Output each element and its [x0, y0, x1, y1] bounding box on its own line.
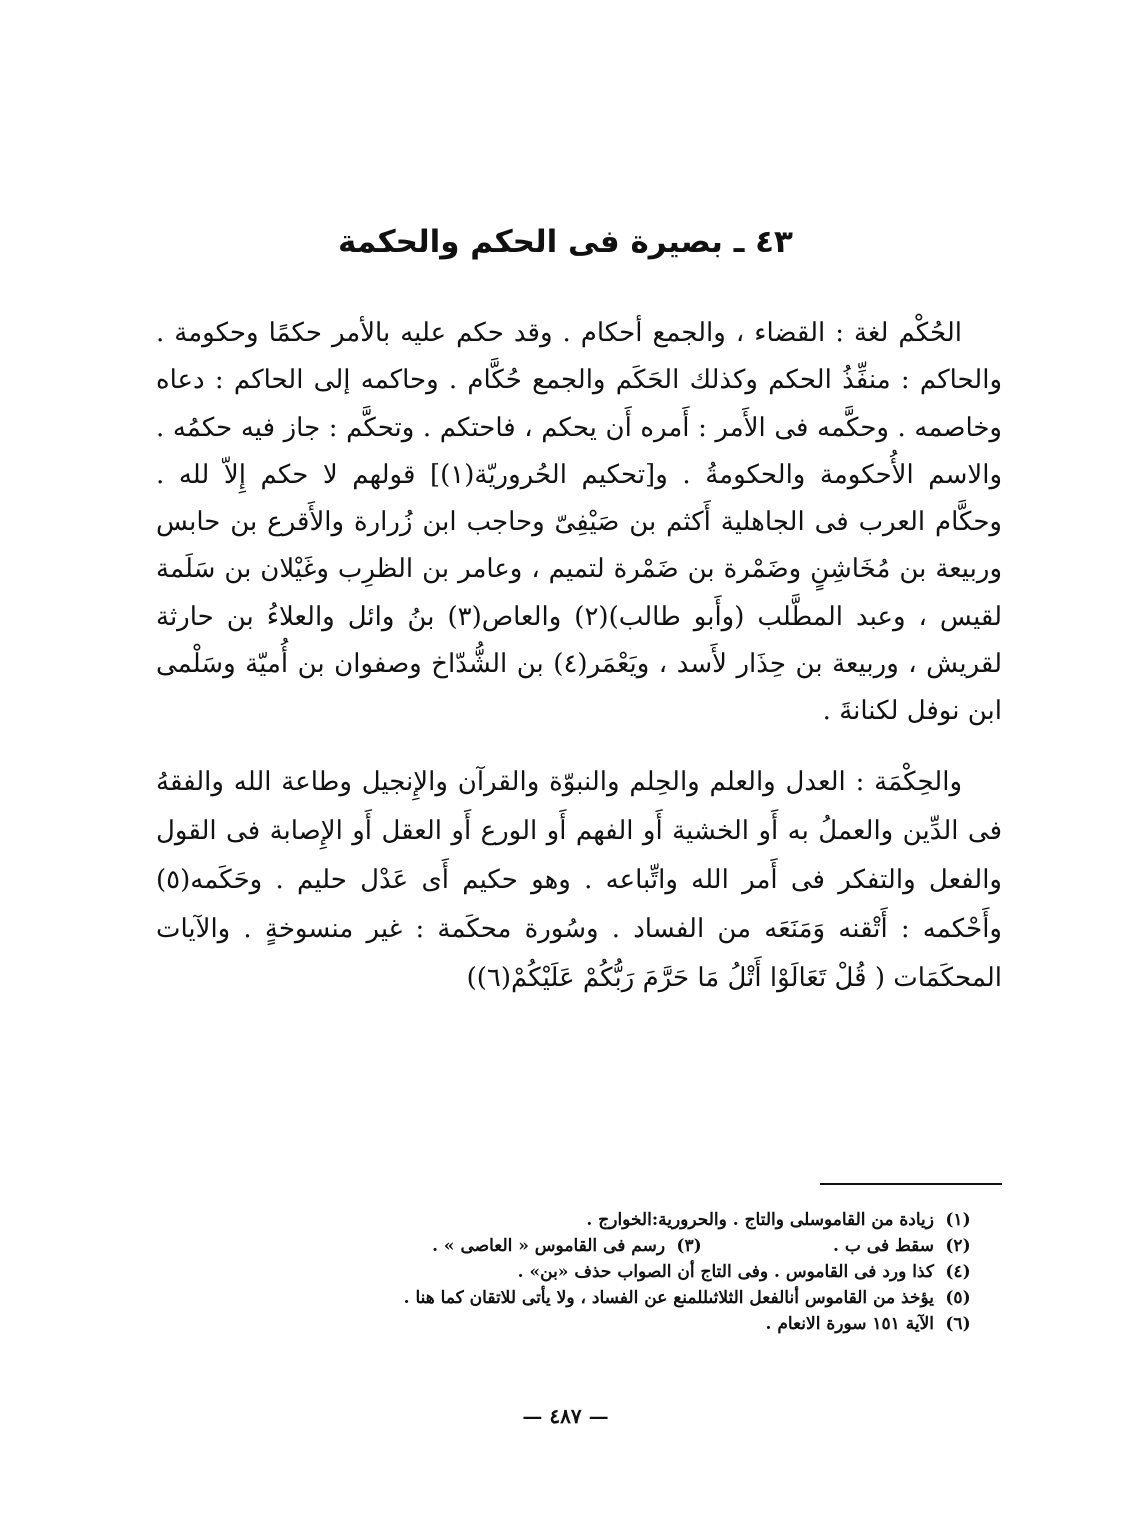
footnote-text: الآية ١٥١ سورة الانعام . [765, 1314, 934, 1334]
footnotes [156, 1207, 982, 1337]
footnote-number: (٢) [945, 1236, 971, 1256]
footnote-text: زيادة من القاموسلى والتاج . والحرورية:الخوارج . [586, 1210, 934, 1230]
footnote-number: (٥) [945, 1288, 971, 1308]
footnote-number: (٦) [945, 1314, 971, 1334]
section-heading: ٤٣ ـ بصيرة فى الحكم والحكمة [338, 224, 793, 260]
footnote-number: (١) [945, 1210, 971, 1230]
footnote-text: رسم فى القاموس « العاصى » . [432, 1236, 666, 1256]
page-number: — ٤٨٧ — [522, 1404, 609, 1428]
main-text [156, 310, 1002, 1003]
footnote-number: (٣) [676, 1236, 702, 1256]
footnote-text: يؤخذ من القاموس أنالفعل الثلاثىللمنع عن الفساد ، ولا يأتى للاتقان كما هنا . [403, 1288, 934, 1308]
footnote-2-3 [156, 1233, 982, 1259]
footnote-5 [156, 1285, 982, 1311]
footnote-1 [156, 1207, 982, 1233]
footnote-number: (٤) [945, 1262, 971, 1282]
footnote-text: كذا ورد فى القاموس . وفى التاج أن الصواب حذف «بن» . [517, 1262, 934, 1282]
footnote-4 [156, 1259, 982, 1285]
paragraph-hikma: والحِكْمَة : العدل والعلم والحِلم والنبوّة والقرآن والإِنجيل وطاعة الله والفقهُ فى الدِّين والعملُ به أَو الخشية أَو الفهم أَو الورع أَو العقل أَو الإِصابة فى القول والفعل والتفكر فى أَمر الله واتِّباعه . وهو حكيم أَى عَدْل حليم . وحَكَمه(٥) وأَحْكمه : أَتْقنه وَمَنَعَه من الفساد . وسُورة محكَمة : غير منسوخةٍ . والآيات المحكَمَات ( قُلْ تَعَالَوْا أَتْلُ مَا حَرَّمَ رَبُّكُمْ عَلَيْكُمْ(٦)) [156, 766, 1002, 993]
footnote-6 [156, 1311, 982, 1337]
footnote-separator [820, 1183, 1002, 1185]
paragraph-hukm: الحُكْم لغة : القضاء ، والجمع أحكام . وقد حكم عليه بالأمر حكمًا وحكومة . والحاكم : منفِّذُ الحكم وكذلك الحَكَم والجمع حُكَّام . وحاكمه إلى الحاكم : دعاه وخاصمه . وحكَّمه فى الأَمر : أَمره أَن يحكم ، فاحتكم . وتحكَّم : جاز فيه حكمُه . والاسم الأُحكومة والحكومةُ . و[تحكيم الحُروريّة(١)] قولهم لا حكم إِلاّ لله . وحكَّام العرب فى الجاهلية أَكثم بن صَيْفِىّ وحاجب ابن زُرارة والأَقرع بن حابس وربيعة بن مُخَاشِنٍ وضَمْرة بن ضَمْرة لتميم ، وعامر بن الظرِب وغَيْلان بن سَلَمة لقيس ، وعبد المطَّلب (وأَبو طالب)(٢) والعاص(٣) بنُ وائل والعلاءُ بن حارثة لقريش ، وربيعة بن حِذَار لأَسد ، ويَعْمَر(٤) بن الشُّدّاخ وصفوان بن أُميّة وسَلْمى ابن نوفل لكنانةَ . [156, 318, 1003, 727]
footnote-text: سقط فى ب . [833, 1236, 934, 1256]
